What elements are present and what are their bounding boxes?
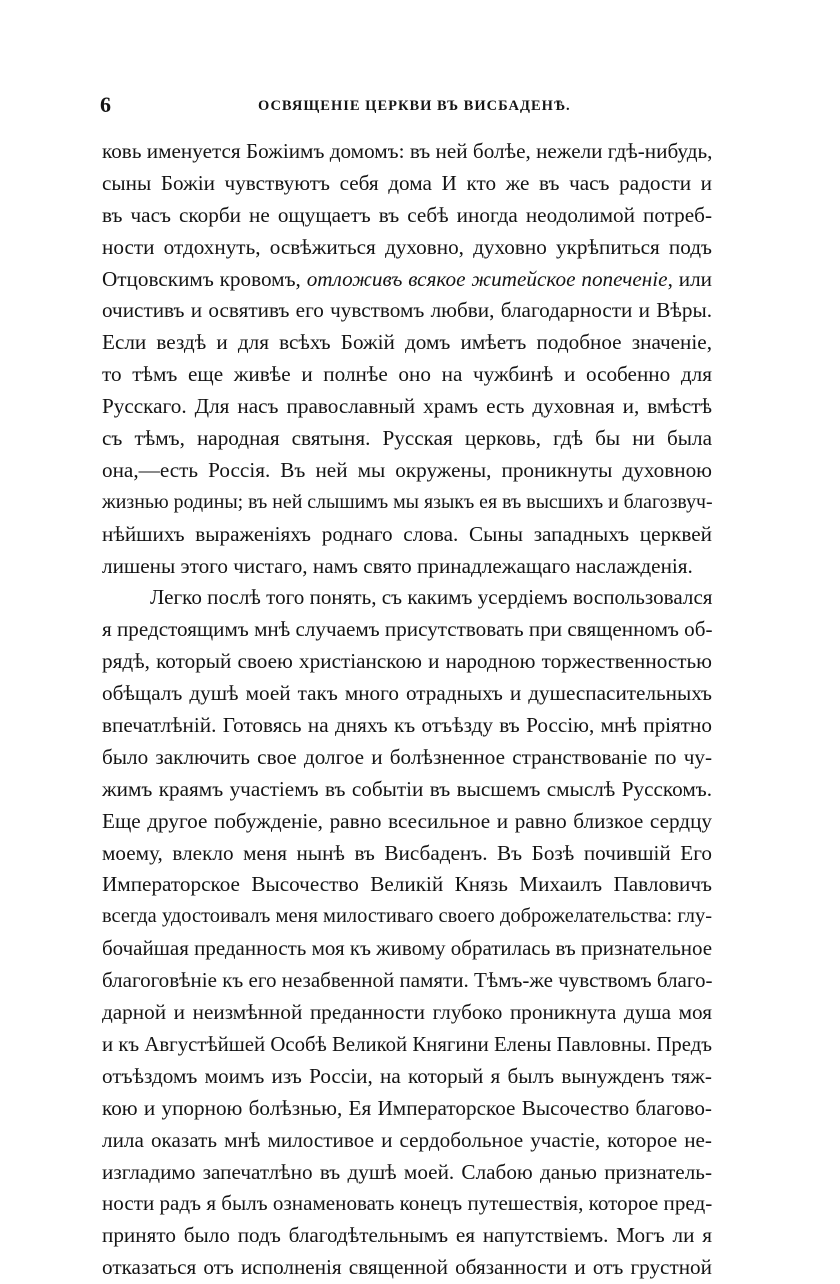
text-line: жизнью родины; въ ней слышимъ мы языкъ ея въ высшихъ и благозвуч- <box>102 490 713 513</box>
text-line: съ тѣмъ, народная святыня. Русская церковь, гдѣ бы ни была <box>102 426 712 451</box>
text-line: всегда удостоивалъ меня милостиваго своего доброжелательства: глу- <box>102 905 712 928</box>
text-line: лила оказать мнѣ милостивое и сердобольное участіе, которое не- <box>102 1127 712 1152</box>
text-run: Отцовскимъ кровомъ, <box>102 266 307 291</box>
text-line: отъѣздомъ моимъ изъ Россіи, на который я былъ вынужденъ тяж- <box>102 1063 712 1088</box>
text-line: жимъ краямъ участіемъ въ событіи въ высшемъ смыслѣ Русскомъ. <box>102 776 712 801</box>
text-line: ковь именуется Божіимъ домомъ: въ ней болѣе, нежели гдѣ-нибудь, <box>102 139 713 163</box>
text-line: въ часъ скорби не ощущаетъ въ себѣ иногда неодолимой потреб- <box>102 202 712 227</box>
text-line: Легко послѣ того понять, съ какимъ усердіемъ воспользовался <box>150 585 713 610</box>
text-line: впечатлѣній. Готовясь на дняхъ къ отъѣзду въ Россію, мнѣ пріятно <box>102 713 712 738</box>
paragraph <box>102 136 712 582</box>
text-line: я предстоящимъ мнѣ случаемъ присутствовать при священномъ об- <box>102 617 713 642</box>
text-line: было заключить свое долгое и болѣзненное странствованіе по чу- <box>102 744 712 769</box>
text-line: лишены этого чистаго, намъ свято принадлежащаго наслажденія. <box>102 553 693 578</box>
text-line: изгладимо запечатлѣно въ душѣ моей. Слабою данью признатель- <box>102 1159 712 1184</box>
text-line: очистивъ и освятивъ его чувствомъ любви, благодарности и Вѣры. <box>102 298 712 323</box>
page-header <box>100 92 712 122</box>
text-line: обѣщалъ душѣ моей такъ много отрадныхъ и душеспасительныхъ <box>102 681 712 706</box>
text-line: она,—есть Россія. Въ ней мы окружены, проникнуты духовною <box>102 457 712 482</box>
text-line: то тѣмъ еще живѣе и полнѣе оно на чужбинѣ и особенно для <box>102 362 712 387</box>
text-line: Императорское Высочество Великій Князь Михаилъ Павловичъ <box>102 872 712 897</box>
text-line: дарной и неизмѣнной преданности глубоко проникнута душа моя <box>102 1000 712 1025</box>
text-line: отказаться отъ исполненія священной обязанности и отъ грустной <box>102 1255 712 1280</box>
paragraph <box>102 582 712 1284</box>
text-run: , или <box>667 266 712 291</box>
text-line: бочайшая преданность моя къ живому обратилась въ признательное <box>102 936 713 961</box>
text-line: Еще другое побужденіе, равно всесильное и равно близкое сердцу <box>102 808 712 833</box>
running-title: ОСВЯЩЕНІЕ ЦЕРКВИ ВЪ ВИСБАДЕНѢ. <box>258 98 571 114</box>
text-line <box>102 264 712 296</box>
text-line: рядѣ, который своею христіанскою и народною торжественностью <box>102 649 712 674</box>
body-text <box>102 136 712 1284</box>
text-line: сыны Божіи чувствуютъ себя дома И кто же въ часъ радости и <box>102 170 712 195</box>
text-line: моему, влекло меня нынѣ въ Висбаденъ. Въ Бозѣ почившій Его <box>102 840 712 865</box>
text-line: Русскаго. Для насъ православный храмъ есть духовная и, вмѣстѣ <box>102 394 712 419</box>
text-line: благоговѣніе къ его незабвенной памяти. Тѣмъ-же чувствомъ благо- <box>102 968 713 993</box>
text-line: нѣйшихъ выраженіяхъ роднаго слова. Сыны западныхъ церквей <box>102 521 712 546</box>
text-line: ности радъ я былъ ознаменовать конецъ путешествія, которое пред- <box>102 1191 713 1216</box>
text-line: ности отдохнуть, освѣжиться духовно, духовно укрѣпиться подъ <box>102 234 712 259</box>
text-line: принято было подъ благодѣтельнымъ ея напутствіемъ. Могъ ли я <box>102 1223 712 1248</box>
text-line: и къ Августѣйшей Особѣ Великой Княгини Елены Павловны. Предъ <box>102 1032 713 1056</box>
text-line: Если вездѣ и для всѣхъ Божій домъ имѣетъ подобное значеніе, <box>102 330 712 355</box>
italic-quote: отложивъ всякое житейское попеченіе <box>306 266 668 291</box>
page-number: 6 <box>100 92 111 117</box>
text-line: кою и упорною болѣзнью, Ея Императорское Высочество благово- <box>102 1095 712 1120</box>
